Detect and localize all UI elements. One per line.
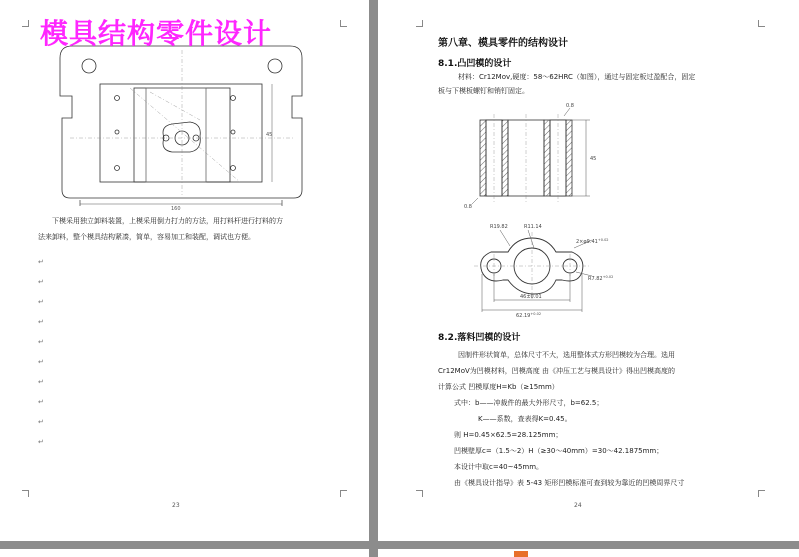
dim-label-tol: +0.02 bbox=[530, 312, 542, 316]
corner-mark bbox=[416, 20, 423, 27]
dim-height: 45 bbox=[266, 132, 273, 138]
chapter-title: 第八章、模具零件的结构设计 bbox=[438, 38, 568, 49]
paragraph-line: 因制件形状简单，总体尺寸不大，选用整体式方形凹模较为合理。选用 bbox=[458, 351, 675, 359]
section-title-8-2: 8.2.落料凹模的设计 bbox=[438, 333, 521, 343]
paragraph-line: 则 H=0.45×62.5=28.125mm； bbox=[454, 431, 563, 439]
watermark-title: 模具结构零件设计 bbox=[40, 17, 273, 50]
dim-label bbox=[516, 312, 541, 318]
corner-mark bbox=[416, 490, 423, 497]
dim-label: 0.8 bbox=[464, 204, 472, 210]
return-mark: ↵ bbox=[38, 278, 44, 286]
return-mark: ↵ bbox=[38, 358, 44, 366]
page-number: 24 bbox=[574, 502, 582, 509]
next-page-accent bbox=[514, 551, 528, 557]
dim-label: R19.82 bbox=[490, 224, 508, 230]
paragraph-line: 法来卸料，整个模具结构紧凑，简单，容易加工和装配，调试也方便。 bbox=[38, 233, 255, 241]
return-mark: ↵ bbox=[38, 398, 44, 406]
paragraph-line: 凹模壁厚c=（1.5～2）H（≥30～40mm）=30～42.1875mm； bbox=[454, 447, 664, 455]
dim-label bbox=[588, 275, 613, 282]
next-page-left bbox=[0, 549, 369, 557]
return-mark: ↵ bbox=[38, 338, 44, 346]
dim-width: 160 bbox=[171, 206, 181, 212]
punch-die-plan-drawing bbox=[378, 218, 799, 318]
dim-label-main: R7.82 bbox=[588, 276, 603, 282]
paragraph-line: Cr12MoV为凹模材料，凹模高度 由《冲压工艺与模具设计》得出凹模高度的 bbox=[438, 367, 676, 375]
return-mark: ↵ bbox=[38, 258, 44, 266]
dim-label-main: 62.19 bbox=[516, 313, 531, 318]
dim-label-main: 2×φ9.41 bbox=[576, 239, 598, 245]
dim-label: 45 bbox=[590, 156, 597, 162]
corner-mark bbox=[758, 490, 765, 497]
return-mark: ↵ bbox=[38, 318, 44, 326]
section-title-8-1: 8.1.凸凹模的设计 bbox=[438, 59, 512, 69]
return-mark: ↵ bbox=[38, 418, 44, 426]
dim-label-tol: +0.02 bbox=[602, 275, 614, 279]
paragraph-line: 式中：b——冲裁件的最大外形尺寸，b=62.5； bbox=[454, 399, 604, 407]
punch-die-section-drawing bbox=[378, 98, 799, 218]
return-mark: ↵ bbox=[38, 298, 44, 306]
corner-mark bbox=[22, 490, 29, 497]
paragraph-line: K——系数，查表得K=0.45。 bbox=[478, 415, 572, 423]
paragraph-line: 本设计中取c=40~45mm。 bbox=[454, 463, 544, 471]
page-number: 23 bbox=[172, 502, 180, 509]
corner-mark bbox=[758, 20, 765, 27]
dim-label: 46±0.01 bbox=[520, 294, 542, 300]
paragraph-line: 由《模具设计指导》表 5-43 矩形凹模标准可查到较为靠近的凹模周界尺寸 bbox=[454, 479, 685, 487]
paragraph-line: 材料：Cr12Mov,硬度：58～62HRC（如图），通过与固定板过盈配合，固定 bbox=[458, 73, 696, 81]
dim-label: 0.8 bbox=[566, 103, 574, 109]
paragraph-line: 板与下模板螺钉和销钉固定。 bbox=[438, 87, 529, 95]
dim-label: R11.14 bbox=[524, 224, 542, 230]
page-23 bbox=[0, 0, 369, 541]
dim-label bbox=[576, 238, 609, 245]
page-24 bbox=[378, 0, 799, 541]
return-mark: ↵ bbox=[38, 378, 44, 386]
dim-label-tol: +0.02 bbox=[597, 238, 609, 242]
paragraph-line: 下模采用独立卸料装置，上模采用倒力打力的方法，用打料杆进行打料的方 bbox=[52, 217, 283, 225]
next-page-right bbox=[378, 549, 799, 557]
paragraph-line: 计算公式 凹模厚度H=Kb（≥15mm） bbox=[438, 383, 559, 391]
corner-mark bbox=[340, 490, 347, 497]
return-mark: ↵ bbox=[38, 438, 44, 446]
